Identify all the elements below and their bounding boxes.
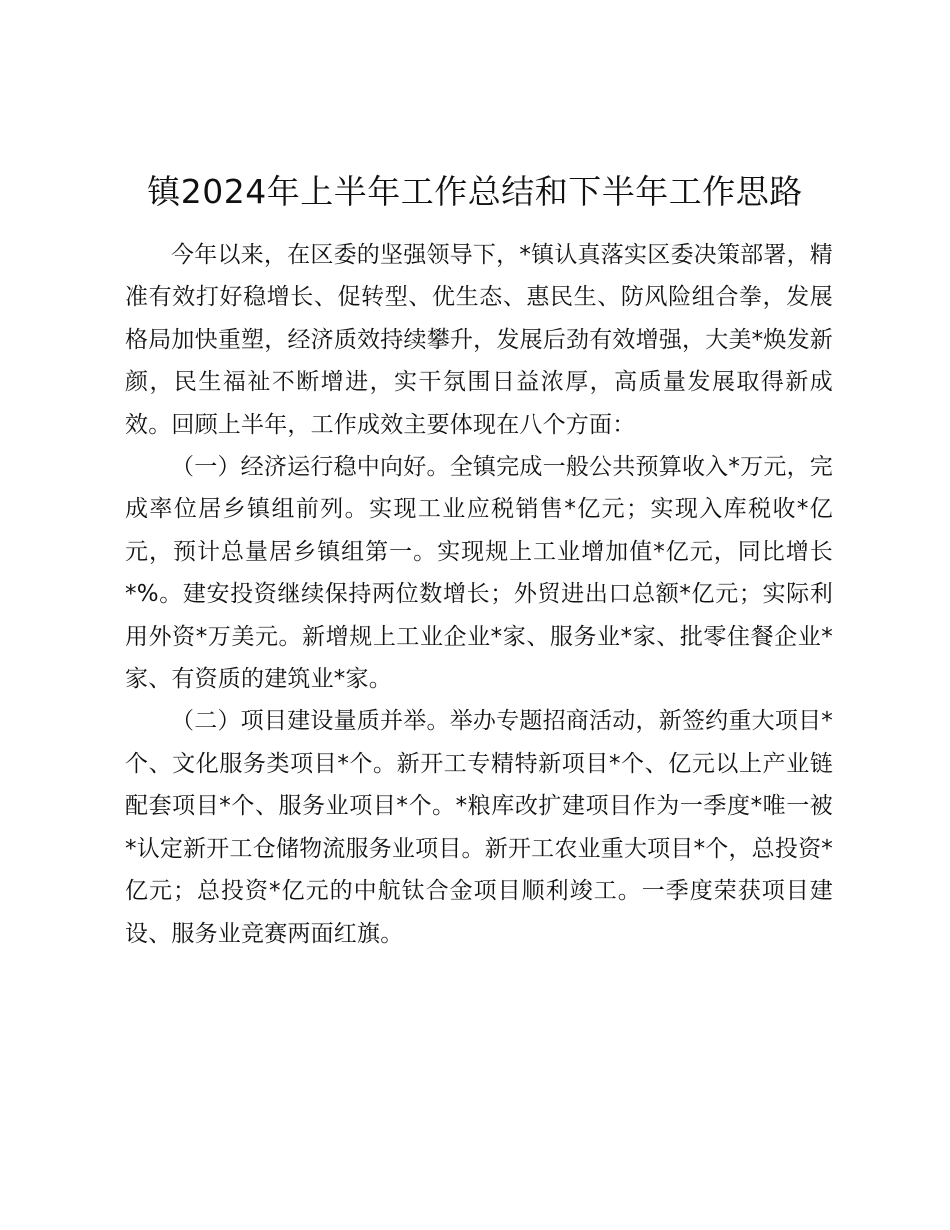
paragraph-economy: （一）经济运行稳中向好。全镇完成一般公共预算收入*万元，完成率位居乡镇组前列。实现工业应税销售*亿元；实现入库税收*亿元，预计总量居乡镇组第一。实现规上工业增加值*亿元，同比增长*%。建安投资继续保持两位数增长；外贸进出口总额*亿元；实际利用外资*万美元。新增规上工业企业*家、服务业*家、批零住餐企业*家、有资质的建筑业*家。 [125,454,833,693]
paragraph-projects: （二）项目建设量质并举。举办专题招商活动，新签约重大项目*个、文化服务类项目*个。新开工专精特新项目*个、亿元以上产业链配套项目*个、服务业项目*个。*粮库改扩建项目作为一季度*唯一被*认定新开工仓储物流服务业项目。新开工农业重大项目*个，总投资*亿元；总投资*亿元的中航钛合金项目顺利竣工。一季度荣获项目建设、服务业竞赛两面红旗。 [125,708,833,947]
paragraph-intro: 今年以来，在区委的坚强领导下，*镇认真落实区委决策部署，精准有效打好稳增长、促转型、优生态、惠民生、防风险组合拳，发展格局加快重塑，经济质效持续攀升，发展后劲有效增强，大美*焕发新颜，民生福祉不断增进，实干氛围日益浓厚，高质量发展取得新成效。回顾上半年，工作成效主要体现在八个方面： [125,242,833,438]
document-body [125,234,833,955]
document-title: 镇2024年上半年工作总结和下半年工作思路 [147,172,803,211]
